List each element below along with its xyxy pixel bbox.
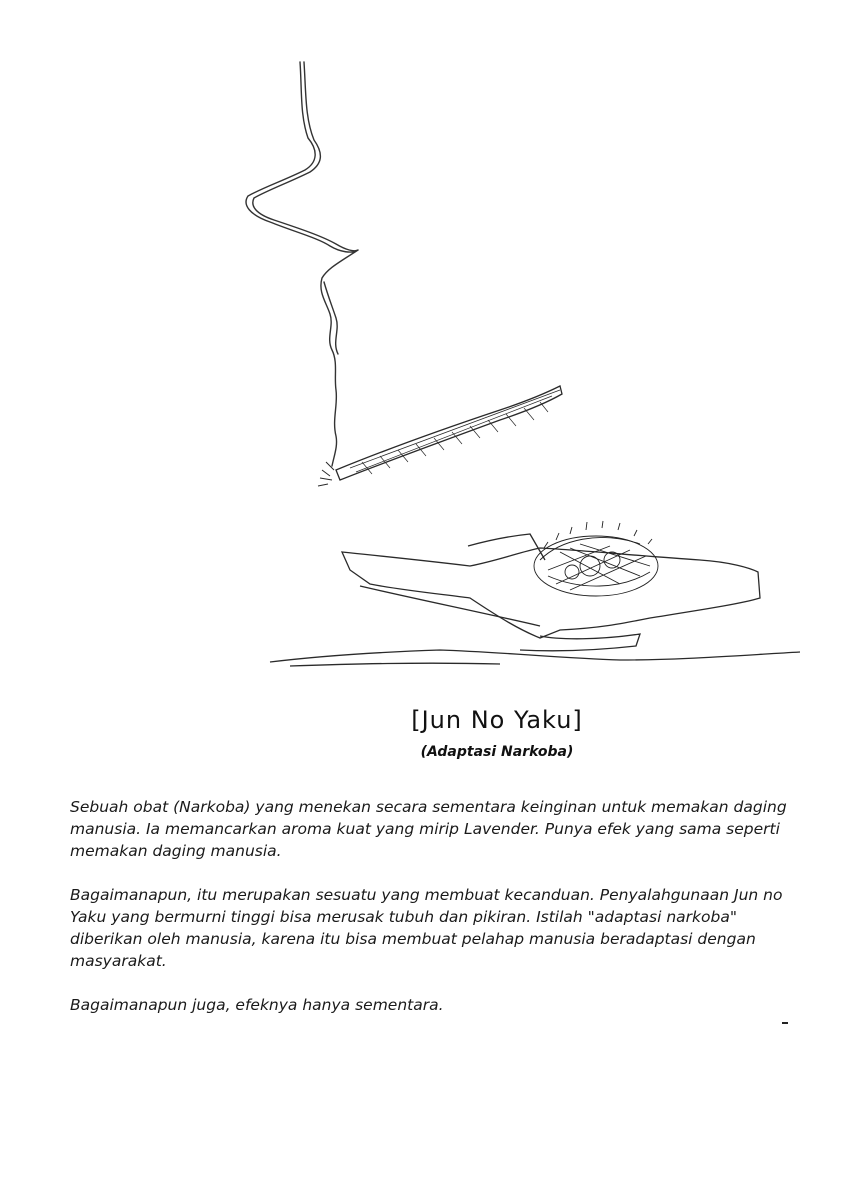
page-subtitle: (Adaptasi Narkoba) xyxy=(420,744,574,760)
smoke-trail xyxy=(246,62,358,466)
page-title: [Jun No Yaku] xyxy=(411,706,583,734)
paragraph-2: Bagaimanapun, itu merupakan sesuatu yang membuat kecanduan. Penyalahgunaan Jun no Yaku yang bermurni tinggi bisa merusak tubuh dan pikiran. Istilah "adaptasi narkoba" diberikan oleh manusia, karena itu bisa membuat pelahap manusia beradaptasi dengan masyarakat. xyxy=(70,886,783,970)
paper-with-herbs-icon xyxy=(270,534,800,666)
ink-mark xyxy=(782,1022,788,1024)
cigarette-icon xyxy=(318,386,562,486)
description-text xyxy=(70,796,790,1038)
herb-pile-icon xyxy=(534,521,658,596)
paragraph-1: Sebuah obat (Narkoba) yang menekan secara sementara keinginan untuk memakan daging manusia. Ia memancarkan aroma kuat yang mirip Lavender. Punya efek yang sama seperti memakan daging manusia. xyxy=(70,798,787,860)
paragraph-3: Bagaimanapun juga, efeknya hanya sementara. xyxy=(70,996,444,1014)
